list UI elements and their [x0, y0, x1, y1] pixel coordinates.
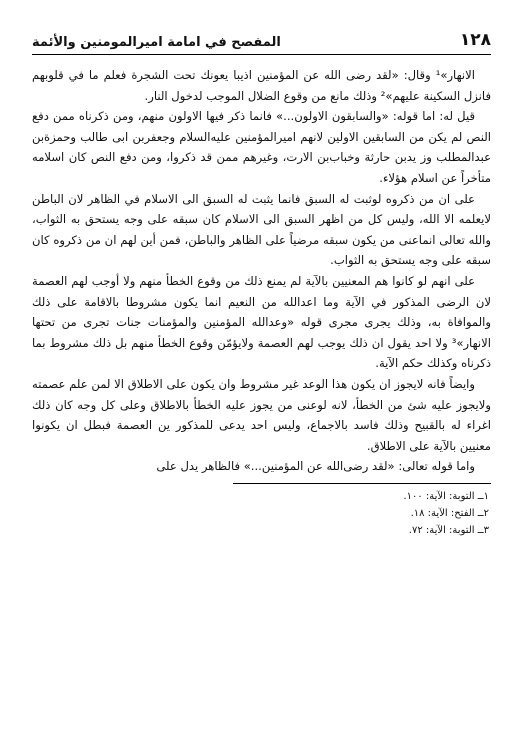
paragraph-3: على ان من ذكروه لوثبت له السبق فانما يثبت له السبق الى الاسلام في الظاهر لان الباطن لايعلمه الا الله، وليس كل من اظهر السبق الى الاسلام كان سبقه على وجه يستحق به الثواب، والله تعالى انماعنى من يكون سبقه مرضياً على الظاهر والباطن، فمن أين لهم ان من ذكروه كان سبقه على وجه يستحق به الثواب.: [32, 191, 491, 268]
body-text: [32, 65, 491, 477]
page-number: ١٢٨: [459, 30, 491, 50]
footnote-2: ٢ــ الفتح: الآية: ١٨.: [410, 507, 489, 519]
footnote-1: ١ــ التوبة: الآية: ١٠٠.: [403, 490, 489, 502]
footnote-3: ٣ــ التوبة: الآية: ٧٢.: [408, 524, 489, 536]
paragraph-2: قيل له: اما قوله: «والسابقون الاولون...» فانما ذكر فيها الاولون منهم، ومن ذكرناه ممن دفع النص لم يكن من السابقين الاولين لانهم اميرالمؤمنين عليه‌السلام وجعفربن ابى طالب وحمزةبن عبدالمطلب وز يدبن حارثة وخباب‌بن الارت، وغيرهم ممن قد ذكروا، ومن دفع النص كان اسلامه متأخراً عن اسلام هؤلاء.: [32, 109, 491, 185]
footnotes: [32, 488, 491, 539]
paragraph-4: على انهم لو كانوا هم المعنيين بالآية لم يمنع ذلك من وقوع الخطأ منهم ولا أوجب لهم العصمة لان الرضى المذكور في الآية وما اعدالله من النعيم انما يكون مشروطا بالاقامة على ذلك والموافاة به، وذلك يجرى مجرى قوله «وعدالله المؤمنين والمؤمنات جنات تجرى من تحتها الانهار»³ ولا احد يقول ان ذلك يوجب لهم العصمة ولايؤمّن وقوع الخطأ منهم بل ذلك مشروط بما ذكرناه وكذلك حكم الآية.: [32, 273, 491, 371]
paragraph-1: الانهار»¹ وقال: «لقد رضى الله عن المؤمنين اذيبا يعونك تحت الشجرة فعلم ما في قلوبهم فانزل السكينة عليهم»² وذلك مانع من وقوع الضلال الموجب لدخول النار.: [32, 68, 491, 103]
page-header: [32, 24, 491, 55]
paragraph-6: واما قوله تعالى: «لقد رضى‌الله عن المؤمنين...» فالظاهر يدل على: [156, 459, 475, 474]
paragraph-5: وايضاً فانه لايجوز ان يكون هذا الوعد غير مشروط وان يكون على الاطلاق الا لمن علم عصمته ولايجوز عليه شئ من الخطأ، لانه لوعنى من يجوز عليه الخطأ بالاطلاق وعلى كل وجه كان ذلك اغراء له بالقبيح وذلك فاسد بالاجماع، وليس احد يدعى للمذكور ين العصمة فبطل ان يكونوا معنيين بالآية على الاطلاق.: [32, 376, 491, 453]
footnote-divider: [233, 483, 491, 484]
running-title: المفصح في امامة اميرالمومنين والأئمة: [32, 35, 281, 50]
